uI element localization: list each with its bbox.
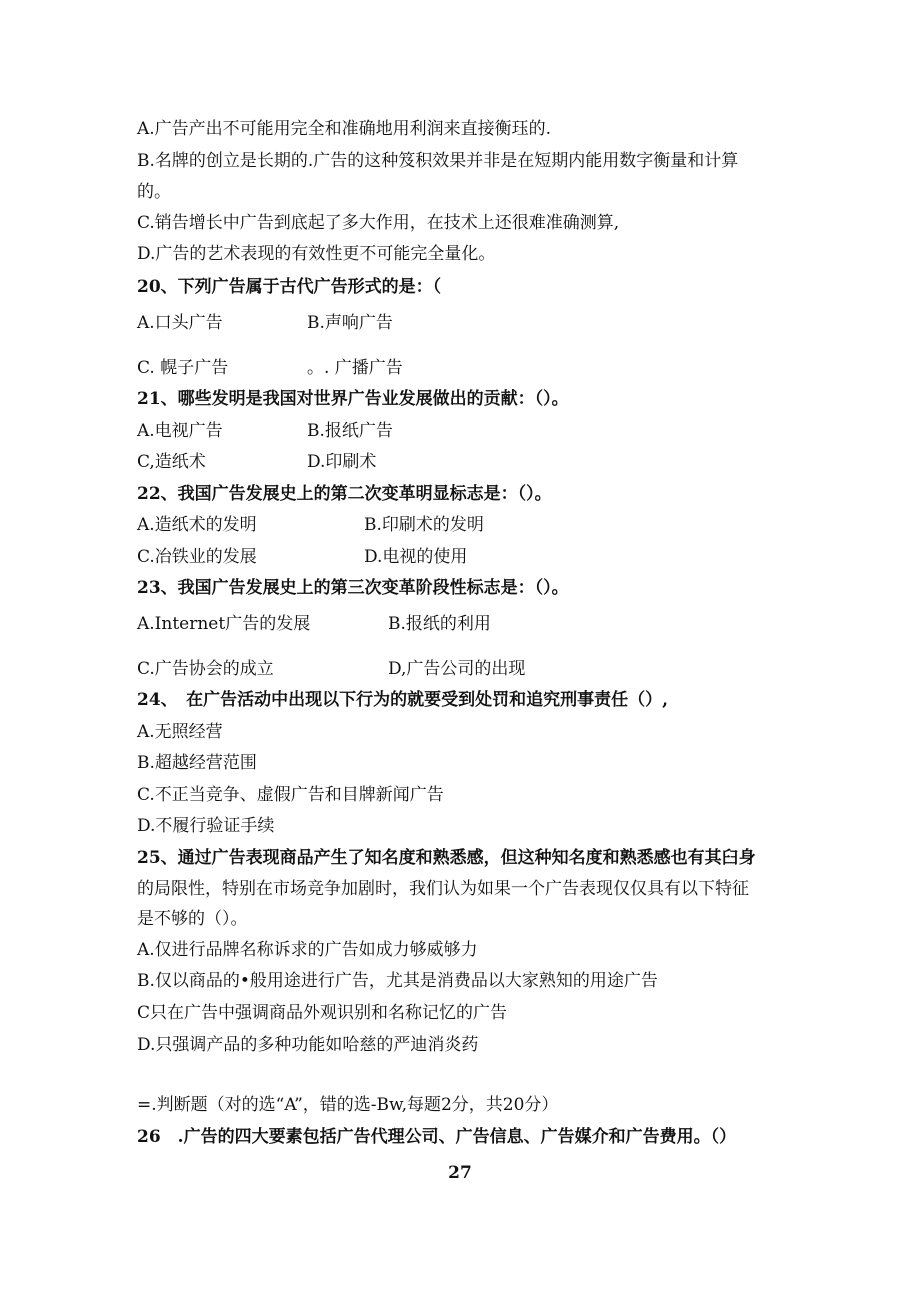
question-25-line1: 25、通过广告表现商品产生了知名度和熟悉感，但这种知名度和熟悉感也有其臼身 (137, 848, 756, 868)
question-20-options-cd (137, 357, 403, 379)
option-21d: D.印刷术 (307, 452, 377, 472)
question-23-options-ab (137, 613, 491, 635)
question-21: 21、哪些发明是我国对世界广告业发展做出的贡献：（）。 (137, 389, 569, 409)
page-number: 27 (448, 1163, 472, 1183)
option-21c: C,造纸术 (137, 452, 206, 472)
option-25c: C只在广告中强调商品外观识别和名称记忆的广告 (137, 1003, 508, 1023)
question-23: 23、我国广告发展史上的第三次变革阶段性标志是：（）。 (137, 578, 569, 598)
question-25-line2: 的局限性，特别在市场竞争加剧时，我们认为如果一个广告表现仅仅具有以下特征 (137, 879, 749, 899)
option-24c: C.不正当竞争、虚假广告和目牌新闻广告 (137, 785, 444, 805)
option-22a: A.造纸术的发明 (137, 515, 257, 535)
option-22b: B.印刷术的发明 (364, 515, 484, 535)
option-20b: B.声响广告 (307, 313, 393, 333)
question-22-options-ab (137, 514, 484, 536)
option-25d: D.只强调产品的多种功能如哈慈的严迪消炎药 (137, 1035, 479, 1055)
option-20d: 。. 广播广告 (307, 358, 403, 378)
option-20c: C. 幌子广告 (137, 358, 229, 378)
option-23c: C.广告协会的成立 (137, 659, 274, 679)
option-25b: B.仅以商品的•般用途进行广告，尤其是消费品以大家熟知的用途广告 (137, 971, 658, 991)
question-20-options-ab (137, 312, 393, 334)
option-24d: D.不履行验证手续 (137, 816, 275, 836)
option-19d: D.广告的艺术表现的有效性更不可能完全量化。 (137, 244, 496, 264)
option-23b: B.报纸的利用 (388, 614, 491, 634)
option-21a: A.电视广告 (137, 421, 223, 441)
option-20a: A.口头广告 (137, 313, 223, 333)
option-22d: D.电视的使用 (364, 547, 468, 567)
option-19c: C.销告增长中广告到底起了多大作用，在技术上还很难准确测算, (137, 213, 620, 233)
question-25-line3: 是不够的（）。 (137, 909, 248, 929)
option-24b: B.超越经营范围 (137, 753, 257, 773)
option-19b-cont: 的。 (137, 182, 171, 202)
option-19b: B.名牌的创立是长期的.广告的这种笈积效果并非是在短期内能用数字衡量和计算 (137, 151, 739, 171)
question-22: 22、我国广告发展史上的第二次变革明显标志是：（）。 (137, 484, 552, 504)
option-21b: B.报纸广告 (307, 421, 393, 441)
option-23a: A.Internet广告的发展 (137, 614, 311, 634)
question-20: 20、下列广告属于古代广告形式的是：（ (137, 277, 442, 297)
option-22c: C.冶铁业的发展 (137, 547, 257, 567)
option-23d: D,广告公司的出现 (388, 659, 526, 679)
question-24: 24、 在广告活动中出现以下行为的就要受到处罚和追究刑事责任（）, (137, 690, 669, 710)
question-21-options-cd (137, 451, 377, 473)
question-21-options-ab (137, 420, 393, 442)
question-22-options-cd (137, 546, 468, 568)
question-26: 26 .广告的四大要素包括广告代理公司、广告信息、广告媒介和广告费用。（） (137, 1127, 737, 1147)
option-19a: A.广告产出不可能用完全和准确地用利润来直接衡珏的. (137, 119, 552, 139)
option-25a: A.仅进行品牌名称诉求的广告如成力够威够力 (137, 940, 478, 960)
option-24a: A.无照经营 (137, 722, 223, 742)
question-23-options-cd (137, 658, 526, 680)
section-heading-true-false: =.判断题（对的选“A”，错的选-Bw,每题2分，共20分） (137, 1095, 559, 1115)
